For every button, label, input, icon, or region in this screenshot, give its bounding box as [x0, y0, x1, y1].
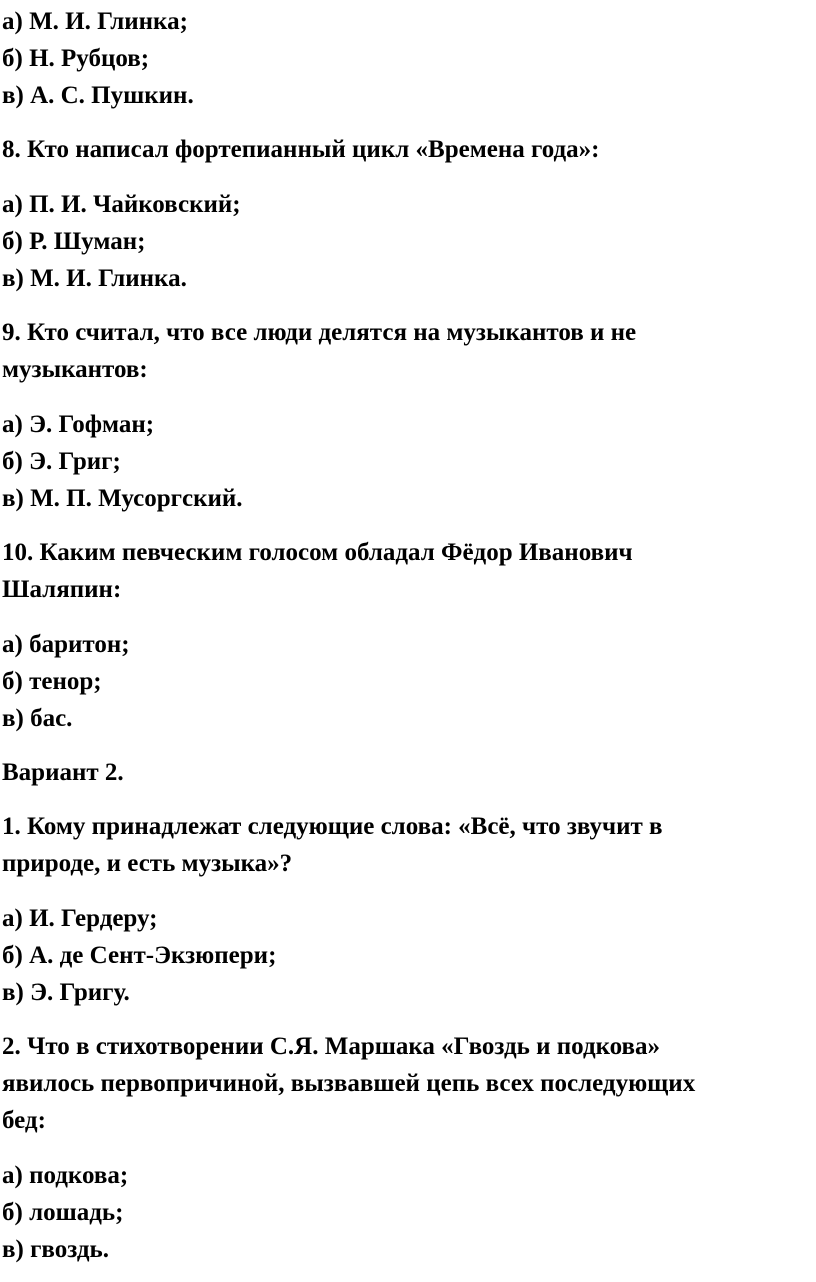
v2-question-2-option-b: б) лошадь; — [2, 1199, 124, 1226]
question-9-option-b: б) Э. Григ; — [2, 448, 121, 475]
v2-question-2-text-cont-1: явилось первопричиной, вызвавшей цепь всех последующих — [2, 1070, 696, 1097]
v2-question-2-option-c: в) гвоздь. — [2, 1236, 109, 1263]
v2-question-1-text-cont: природе, и есть музыка»? — [2, 850, 293, 877]
question-9-option-a: а) Э. Гофман; — [2, 411, 155, 438]
v2-question-2-text-cont-2: бед: — [2, 1107, 46, 1134]
question-8-option-a: а) П. И. Чайковский; — [2, 191, 241, 218]
question-10-option-a: а) баритон; — [2, 631, 130, 658]
question-8-text: 8. Кто написал фортепианный цикл «Времена года»: — [2, 136, 600, 163]
question-9-option-c: в) М. П. Мусоргский. — [2, 485, 243, 512]
question-9-text-cont: музыкантов: — [2, 356, 148, 383]
question-7-option-b: б) Н. Рубцов; — [2, 45, 150, 72]
question-9-text: 9. Кто считал, что все люди делятся на музыкантов и не — [2, 319, 637, 346]
v2-question-1-option-b: б) А. де Сент-Экзюпери; — [2, 942, 277, 969]
question-10-option-c: в) бас. — [2, 705, 73, 732]
question-8-option-c: в) М. И. Глинка. — [2, 265, 187, 292]
question-10-option-b: б) тенор; — [2, 668, 102, 695]
question-7-option-c: в) А. С. Пушкин. — [2, 82, 194, 109]
question-10-text-cont: Шаляпин: — [2, 576, 122, 603]
v2-question-2-text: 2. Что в стихотворении С.Я. Маршака «Гвоздь и подкова» — [2, 1033, 661, 1060]
question-8-option-b: б) Р. Шуман; — [2, 228, 146, 255]
v2-question-1-option-c: в) Э. Григу. — [2, 979, 130, 1006]
v2-question-1-option-a: а) И. Гердеру; — [2, 905, 158, 932]
v2-question-2-option-a: а) подкова; — [2, 1162, 129, 1189]
question-7-option-a: а) М. И. Глинка; — [2, 8, 188, 35]
v2-question-1-text: 1. Кому принадлежат следующие слова: «Всё, что звучит в — [2, 813, 663, 840]
variant-heading: Вариант 2. — [2, 759, 124, 786]
question-10-text: 10. Каким певческим голосом обладал Фёдор Иванович — [2, 539, 633, 566]
